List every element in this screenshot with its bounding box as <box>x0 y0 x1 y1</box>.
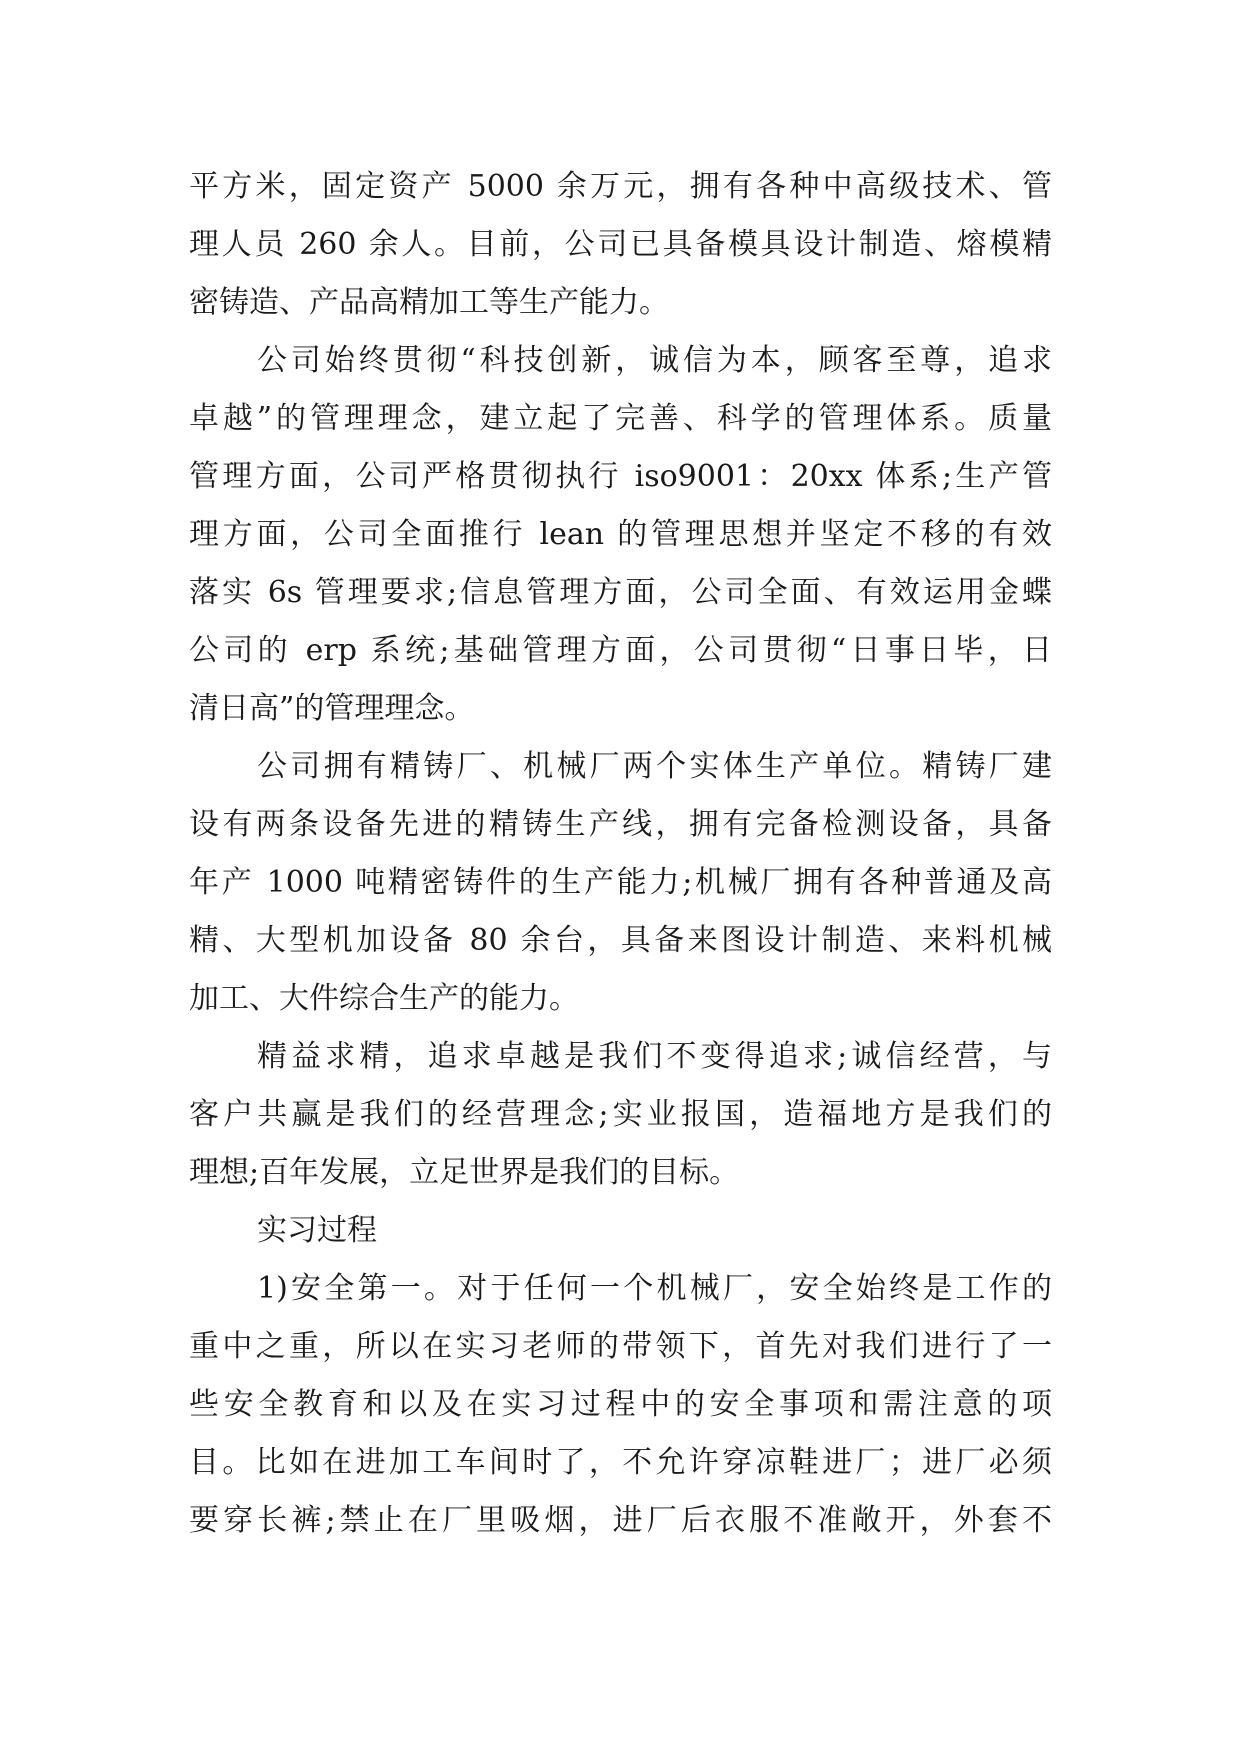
text-line: 客户共赢是我们的经营理念;实业报国，造福地方是我们的 <box>189 1097 1052 1132</box>
text-line: 设有两条设备先进的精铸生产线，拥有完备检测设备，具备 <box>189 807 1052 842</box>
text-line: 落实 6s 管理要求;信息管理方面，公司全面、有效运用金蝶 <box>189 575 1052 610</box>
text-line: 清日高”的管理理念。 <box>189 691 475 726</box>
text-line: 加工、大件综合生产的能力。 <box>189 981 579 1016</box>
text-line: 精益求精，追求卓越是我们不变得追求;诚信经营，与 <box>257 1039 1052 1074</box>
text-line: 理人员 260 余人。目前，公司已具备模具设计制造、熔模精 <box>189 227 1052 262</box>
text-line: 理方面，公司全面推行 lean 的管理思想并坚定不移的有效 <box>189 517 1052 552</box>
text-line: 公司的 erp 系统;基础管理方面，公司贯彻“日事日毕，日 <box>189 633 1052 668</box>
text-line: 年产 1000 吨精密铸件的生产能力;机械厂拥有各种普通及高 <box>189 865 1052 900</box>
text-line: 实习过程 <box>257 1213 377 1248</box>
text-line: 卓越”的管理理念，建立起了完善、科学的管理体系。质量 <box>189 401 1052 436</box>
document-body <box>189 158 1052 1550</box>
text-line: 公司始终贯彻“科技创新，诚信为本，顾客至尊，追求 <box>257 343 1052 378</box>
text-line: 密铸造、产品高精加工等生产能力。 <box>189 285 669 320</box>
text-line: 平方米，固定资产 5000 余万元，拥有各种中高级技术、管 <box>189 169 1052 204</box>
text-line: 管理方面，公司严格贯彻执行 iso9001：20xx 体系;生产管 <box>189 459 1052 494</box>
text-line: 公司拥有精铸厂、机械厂两个实体生产单位。精铸厂建 <box>257 749 1052 784</box>
text-line: 1)安全第一。对于任何一个机械厂，安全始终是工作的 <box>257 1271 1052 1306</box>
text-line: 目。比如在进加工车间时了，不允许穿凉鞋进厂；进厂必须 <box>189 1445 1052 1480</box>
text-line: 理想;百年发展，立足世界是我们的目标。 <box>189 1155 740 1190</box>
text-line: 要穿长裤;禁止在厂里吸烟，进厂后衣服不准敞开，外套不 <box>189 1503 1052 1538</box>
text-line: 精、大型机加设备 80 余台，具备来图设计制造、来料机械 <box>189 923 1052 958</box>
text-line: 重中之重，所以在实习老师的带领下，首先对我们进行了一 <box>189 1329 1052 1364</box>
text-line: 些安全教育和以及在实习过程中的安全事项和需注意的项 <box>189 1387 1052 1422</box>
